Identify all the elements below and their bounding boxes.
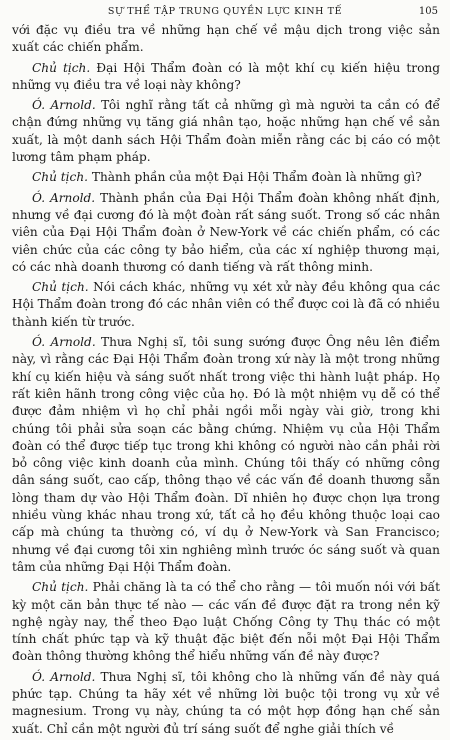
speaker-label: Chủ tịch. — [32, 60, 91, 75]
paragraph — [12, 669, 440, 738]
paragraph-text: Nói cách khác, những vụ xét xử này đều không qua các Hội Thẩm đoàn trong đó các nhân viên có thể được coi là đã có nhiều thành kiến từ trước. — [12, 280, 441, 329]
paragraph — [12, 579, 440, 665]
paragraph — [12, 22, 440, 57]
paragraph-text: Tôi nghĩ rằng tất cả những gì mà người ta cần có để chận đứng những vụ tăng giá nhân tạo, hoặc những hạn chế về sản xuất, là một danh sách Hội Thẩm đoàn miễn rằng các bị cáo có một lương tâm phạm pháp. — [12, 98, 440, 165]
paragraph-text: Thưa Nghị sĩ, tôi sung sướng được Ông nêu lên điểm này, vì rằng các Đại Hội Thẩm đoàn trong xứ này là một trong những khí cụ kiến hiệu và sáng suốt nhất trong việc thi hành luật pháp. Họ rất kiên hãnh trong công việc của họ. Đó là một nhiệm vụ dễ có thể được đảm nhiệm vì họ chỉ phải ngồi mỗi ngày vài giờ, trong khi chúng tôi phải sửa soạn các bằng chứng. Nhiệm vụ của Hội Thẩm đoàn có thể được tiếp tục trong khi không có người nào cần phải rời bỏ công việc kinh doanh của mình. Chúng tôi thấy có những công dân sáng suốt, cao cấp, thông thạo về các vấn đề doanh thương sẵn lòng tham dự vào Hội Thẩm đoàn. Dĩ nhiên họ được chọn lựa trong nhiều vùng khác nhau trong xứ, tất cả họ đều không thuộc loại cao cấp mà chúng ta thường có, ví dụ ở New-York và San Francisco; nhưng về đại cương tôi xin nghiêng mình trước óc sáng suốt và quan tâm của những Đại Hội Thẩm đoàn. — [12, 335, 440, 574]
paragraph — [12, 97, 440, 166]
speaker-label: Chủ tịch. — [32, 280, 89, 295]
paragraph-text: Đại Hội Thẩm đoàn có là một khí cụ kiến hiệu trong những vụ điều tra về loại này không? — [12, 60, 440, 92]
paragraph-text: Thành phần của Đại Hội Thẩm đoàn không nhất định, nhưng về đại cương đó là một đoàn rất sáng suốt. Trong số các nhân viên của Đại Hội Thẩm đoàn ở New-York về các chiến phẩm, có các viên chức của các công ty bảo hiểm, của các xí nghiệp thương mại, có các nhà doanh thương có danh tiếng và rất thông minh. — [12, 190, 440, 274]
running-title: SỰ THỂ TẬP TRUNG QUYỀN LỰC KINH TẾ — [107, 6, 343, 17]
paragraph — [12, 190, 440, 276]
paragraph — [12, 334, 440, 576]
speaker-label: Ó. Arnold. — [32, 335, 96, 350]
page-body — [12, 22, 440, 740]
speaker-label: Chủ tịch. — [32, 580, 89, 595]
speaker-label: Ó. Arnold. — [32, 669, 96, 684]
paragraph — [12, 60, 440, 95]
speaker-label: Ó. Arnold. — [32, 98, 96, 113]
paragraph-text: với đặc vụ điều tra về những hạn chế về mậu dịch trong việc sản xuất các chiến phẩm. — [12, 23, 440, 55]
paragraph-text: Phải chăng là ta có thể cho rằng — tôi muốn nói với bất kỳ một căn bản thực tế nào — các vấn đề được đặt ra trong nền kỹ nghệ ngày nay, thể theo Đạo luật Chống Công ty Thụ thác có một tính chất phức tạp và kỹ thuật đặc biệt đến nỗi một Đại Hội Thẩm đoàn thông thường không thể hiểu những vấn đề này được? — [12, 580, 440, 664]
running-header — [10, 6, 440, 22]
paragraph-text: Thưa Nghị sĩ, tôi không cho là những vấn đề này quá phức tạp. Chúng ta hãy xét về những lời buộc tội trong vụ xử về magnesium. Trong vụ này, chúng ta có một hợp đồng hạn chế sản xuất. Chỉ cần một người đủ trí sáng suốt để nghe giải thích về — [12, 669, 440, 736]
paragraph — [12, 279, 440, 331]
paragraph-text: Thành phần của một Đại Hội Thẩm đoàn là những gì? — [88, 170, 422, 185]
page-number: 105 — [418, 6, 438, 17]
speaker-label: Ó. Arnold. — [32, 190, 96, 205]
paragraph — [12, 169, 440, 186]
speaker-label: Chủ tịch. — [32, 170, 89, 185]
